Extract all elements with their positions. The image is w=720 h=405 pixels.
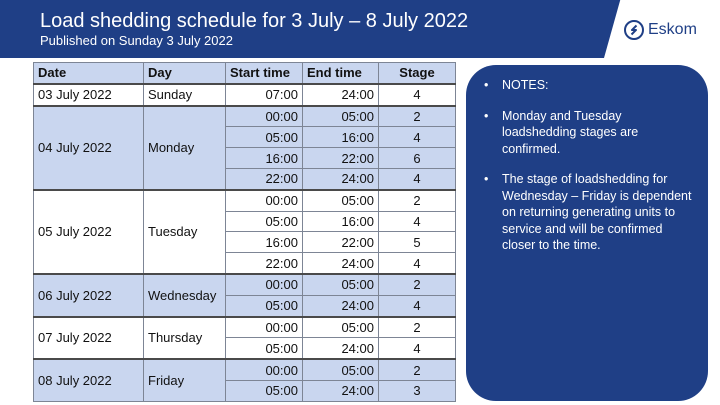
start-time-cell: 22:00 [226,253,303,274]
date-cell: 03 July 2022 [34,84,144,106]
start-time-cell: 05:00 [226,127,303,148]
stage-cell: 2 [379,106,456,127]
stage-cell: 3 [379,380,456,401]
start-time-cell: 00:00 [226,106,303,127]
published-date: Published on Sunday 3 July 2022 [40,33,233,48]
start-time-cell: 00:00 [226,317,303,338]
notes-panel [466,65,708,401]
start-time-cell: 16:00 [226,232,303,253]
day-cell: Thursday [144,317,226,360]
stage-cell: 4 [379,338,456,359]
stage-cell: 4 [379,295,456,316]
day-cell: Tuesday [144,190,226,274]
stage-cell: 4 [379,84,456,106]
end-time-cell: 22:00 [303,148,379,169]
day-group [34,359,456,401]
column-header-stage: Stage [379,63,456,84]
start-time-cell: 05:00 [226,380,303,401]
date-cell: 07 July 2022 [34,317,144,360]
end-time-cell: 05:00 [303,317,379,338]
start-time-cell: 05:00 [226,338,303,359]
column-header-date: Date [34,63,144,84]
bullet-icon: • [484,78,489,92]
start-time-cell: 22:00 [226,168,303,189]
end-time-cell: 24:00 [303,295,379,316]
stage-cell: 6 [379,148,456,169]
eskom-logo [624,19,697,41]
stage-cell: 2 [379,274,456,295]
table-row [34,190,456,211]
date-cell: 06 July 2022 [34,274,144,317]
column-header-day: Day [144,63,226,84]
date-cell: 04 July 2022 [34,106,144,190]
end-time-cell: 24:00 [303,380,379,401]
eskom-logo-icon [624,20,644,40]
stage-cell: 2 [379,359,456,380]
end-time-cell: 16:00 [303,211,379,232]
day-group [34,84,456,106]
start-time-cell: 16:00 [226,148,303,169]
table-row [34,359,456,380]
date-cell: 05 July 2022 [34,190,144,274]
table-row [34,274,456,295]
column-header-start-time: Start time [226,63,303,84]
end-time-cell: 05:00 [303,274,379,295]
day-cell: Wednesday [144,274,226,317]
logo-text: Eskom [648,21,697,38]
schedule-table [33,62,456,402]
end-time-cell: 24:00 [303,338,379,359]
start-time-cell: 07:00 [226,84,303,106]
notes-heading [484,77,694,94]
note-item [484,108,694,158]
bullet-icon: • [484,172,489,186]
day-group [34,317,456,360]
stage-cell: 4 [379,211,456,232]
table-header-row [34,63,456,84]
note-text: The stage of loadshedding for Wednesday – Friday is dependent on returning generating units to service and will be confirmed closer to the time. [502,172,692,252]
end-time-cell: 05:00 [303,106,379,127]
start-time-cell: 00:00 [226,359,303,380]
end-time-cell: 24:00 [303,253,379,274]
day-group [34,274,456,317]
day-cell: Sunday [144,84,226,106]
start-time-cell: 05:00 [226,295,303,316]
stage-cell: 5 [379,232,456,253]
day-cell: Monday [144,106,226,190]
end-time-cell: 24:00 [303,168,379,189]
page-title: Load shedding schedule for 3 July – 8 July 2022 [40,10,469,32]
stage-cell: 4 [379,253,456,274]
stage-cell: 4 [379,168,456,189]
start-time-cell: 00:00 [226,190,303,211]
bullet-icon: • [484,108,489,123]
notes-heading-text: NOTES: [502,78,549,92]
end-time-cell: 22:00 [303,232,379,253]
note-item [484,171,694,254]
stage-cell: 2 [379,190,456,211]
day-group [34,106,456,190]
table-row [34,84,456,106]
stage-cell: 2 [379,317,456,338]
table-row [34,106,456,127]
end-time-cell: 05:00 [303,190,379,211]
stage-cell: 4 [379,127,456,148]
day-group [34,190,456,274]
date-cell: 08 July 2022 [34,359,144,401]
note-text: Monday and Tuesday loadshedding stages are confirmed. [502,108,639,156]
start-time-cell: 00:00 [226,274,303,295]
day-cell: Friday [144,359,226,401]
end-time-cell: 05:00 [303,359,379,380]
end-time-cell: 16:00 [303,127,379,148]
table-row [34,317,456,338]
end-time-cell: 24:00 [303,84,379,106]
column-header-end-time: End time [303,63,379,84]
start-time-cell: 05:00 [226,211,303,232]
